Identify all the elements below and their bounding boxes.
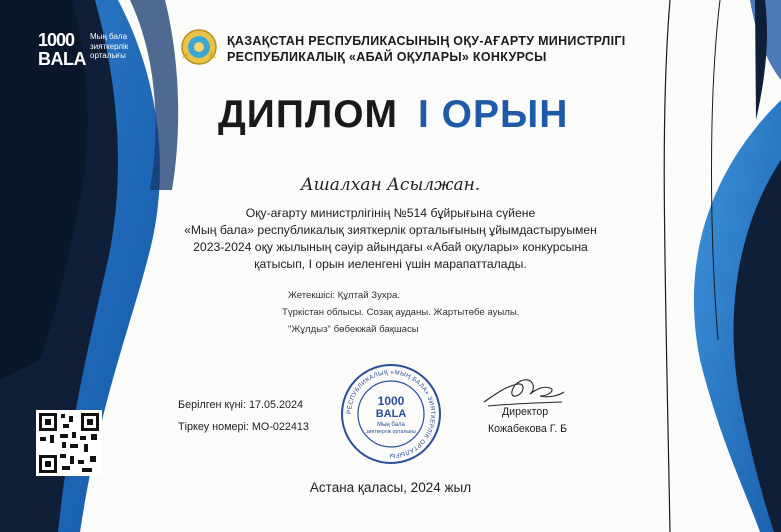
official-stamp [340,363,442,465]
logo-number: 1000 [38,30,75,50]
logo-line-3: орталығы [90,51,126,60]
award-line-1: Оқу-ағарту министрлігінің №514 бұйрығына сүйене [245,206,536,220]
city-year: Астана қаласы, 2024 жыл [309,480,472,495]
logo-word: BALA [38,49,86,69]
location-text: Түркістан облысы. Созақ ауданы. Жартытөбе ауылы. [282,307,520,318]
director-role: Директор [502,406,549,418]
stamp-line-1: Мың бала [377,422,405,428]
stamp-line-2: зияткерлік орталығы [366,429,416,435]
stamp-word: BALA [375,408,407,420]
diploma-title: ДИПЛОМ [218,93,399,136]
registration-number: Тіркеу номері: МО-022413 [178,421,309,433]
recipient-name: Ашалхан Асылжан. [300,175,481,195]
award-line-3: 2023-2024 оқу жылының сәуір айындағы «Абай оқулары» конкурсына [193,240,588,254]
school-text: "Жұлдыз" бөбекжай бақшасы [288,324,419,335]
state-emblem-icon [180,28,218,66]
stamp-ring-text: РЕСПУБЛИКАЛЫҚ «МЫҢ БАЛА» ЗИЯТКЕРЛІК ОРТАЛЫҒЫ [345,368,437,460]
supervisor-text: Жетекшісі: Құлтай Зухра. [288,290,401,301]
stamp-number: 1000 [377,394,405,408]
logo-line-2: зияткерлік [90,41,129,51]
header-ministry: ҚАЗАҚСТАН РЕСПУБЛИКАСЫНЫҢ ОҚУ-АҒАРТУ МИНИСТРЛІГІ [227,34,626,48]
award-line-2: «Мың бала» республикалық зияткерлік орталығының ұйымдастыруымен [184,223,597,237]
director-name: Кожабекова Г. Б [488,423,568,435]
place-title: І ОРЫН [418,93,569,136]
header-contest: РЕСПУБЛИКАЛЫҚ «АБАЙ ОҚУЛАРЫ» КОНКУРСЫ [227,50,547,64]
issue-date: Берілген күні: 17.05.2024 [178,399,303,411]
award-line-4: қатысып, І орын иеленгені үшін марапатталады. [254,257,527,271]
brand-logo [38,30,148,74]
qr-code [36,410,102,476]
award-text [0,205,781,273]
details-block [282,290,520,335]
logo-line-1: Мың бала [90,32,128,41]
